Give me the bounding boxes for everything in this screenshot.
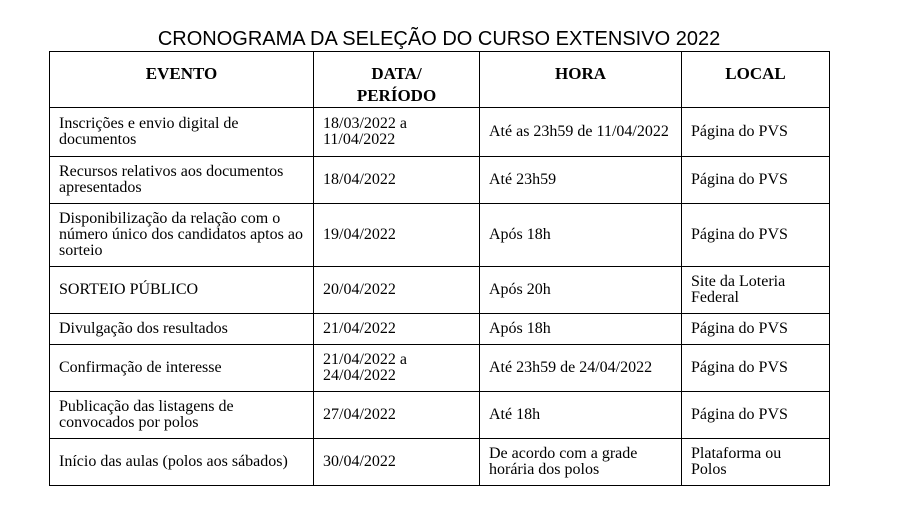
cell-hora: Até 18h bbox=[480, 392, 682, 439]
cell-data: 18/04/2022 bbox=[314, 157, 480, 204]
cell-evento: SORTEIO PÚBLICO bbox=[50, 267, 314, 314]
cell-data: 30/04/2022 bbox=[314, 439, 480, 486]
cell-evento: Divulgação dos resultados bbox=[50, 314, 314, 345]
table-row bbox=[50, 314, 830, 345]
table-row bbox=[50, 204, 830, 267]
cell-hora: Até 23h59 de 24/04/2022 bbox=[480, 345, 682, 392]
table-row bbox=[50, 157, 830, 204]
table-row bbox=[50, 108, 830, 157]
cell-local: Página do PVS bbox=[682, 314, 830, 345]
header-data-periodo bbox=[314, 52, 480, 108]
cell-data: 27/04/2022 bbox=[314, 392, 480, 439]
cell-hora: Até 23h59 bbox=[480, 157, 682, 204]
schedule-table bbox=[49, 51, 830, 486]
cell-evento: Publicação das listagens de convocados por polos bbox=[50, 392, 314, 439]
cell-data: 19/04/2022 bbox=[314, 204, 480, 267]
header-data-line1: DATA/ bbox=[371, 64, 422, 83]
cell-hora: Até as 23h59 de 11/04/2022 bbox=[480, 108, 682, 157]
cell-local: Página do PVS bbox=[682, 204, 830, 267]
table-row bbox=[50, 392, 830, 439]
header-hora: HORA bbox=[480, 52, 682, 108]
document-title: CRONOGRAMA DA SELEÇÃO DO CURSO EXTENSIVO 2022 bbox=[157, 28, 721, 50]
cell-data: 20/04/2022 bbox=[314, 267, 480, 314]
cell-hora: De acordo com a grade horária dos polos bbox=[480, 439, 682, 486]
header-local: LOCAL bbox=[682, 52, 830, 108]
cell-local: Página do PVS bbox=[682, 108, 830, 157]
cell-local: Site da Loteria Federal bbox=[682, 267, 830, 314]
header-data-line2: PERÍODO bbox=[356, 86, 437, 105]
table-row bbox=[50, 267, 830, 314]
cell-evento: Inscrições e envio digital de documentos bbox=[50, 108, 314, 157]
cell-evento: Confirmação de interesse bbox=[50, 345, 314, 392]
cell-evento: Recursos relativos aos documentos apresentados bbox=[50, 157, 314, 204]
cell-data: 21/04/2022 bbox=[314, 314, 480, 345]
cell-data: 18/03/2022 a 11/04/2022 bbox=[314, 108, 480, 157]
cell-data: 21/04/2022 a 24/04/2022 bbox=[314, 345, 480, 392]
cell-local: Plataforma ou Polos bbox=[682, 439, 830, 486]
cell-local: Página do PVS bbox=[682, 157, 830, 204]
cell-evento: Disponibilização da relação com o número único dos candidatos aptos ao sorteio bbox=[50, 204, 314, 267]
table-header-row bbox=[50, 52, 830, 108]
cell-evento: Início das aulas (polos aos sábados) bbox=[50, 439, 314, 486]
table-row bbox=[50, 439, 830, 486]
cell-hora: Após 20h bbox=[480, 267, 682, 314]
cell-local: Página do PVS bbox=[682, 392, 830, 439]
cell-local: Página do PVS bbox=[682, 345, 830, 392]
cell-hora: Após 18h bbox=[480, 314, 682, 345]
cell-hora: Após 18h bbox=[480, 204, 682, 267]
table-row bbox=[50, 345, 830, 392]
header-evento: EVENTO bbox=[50, 52, 314, 108]
